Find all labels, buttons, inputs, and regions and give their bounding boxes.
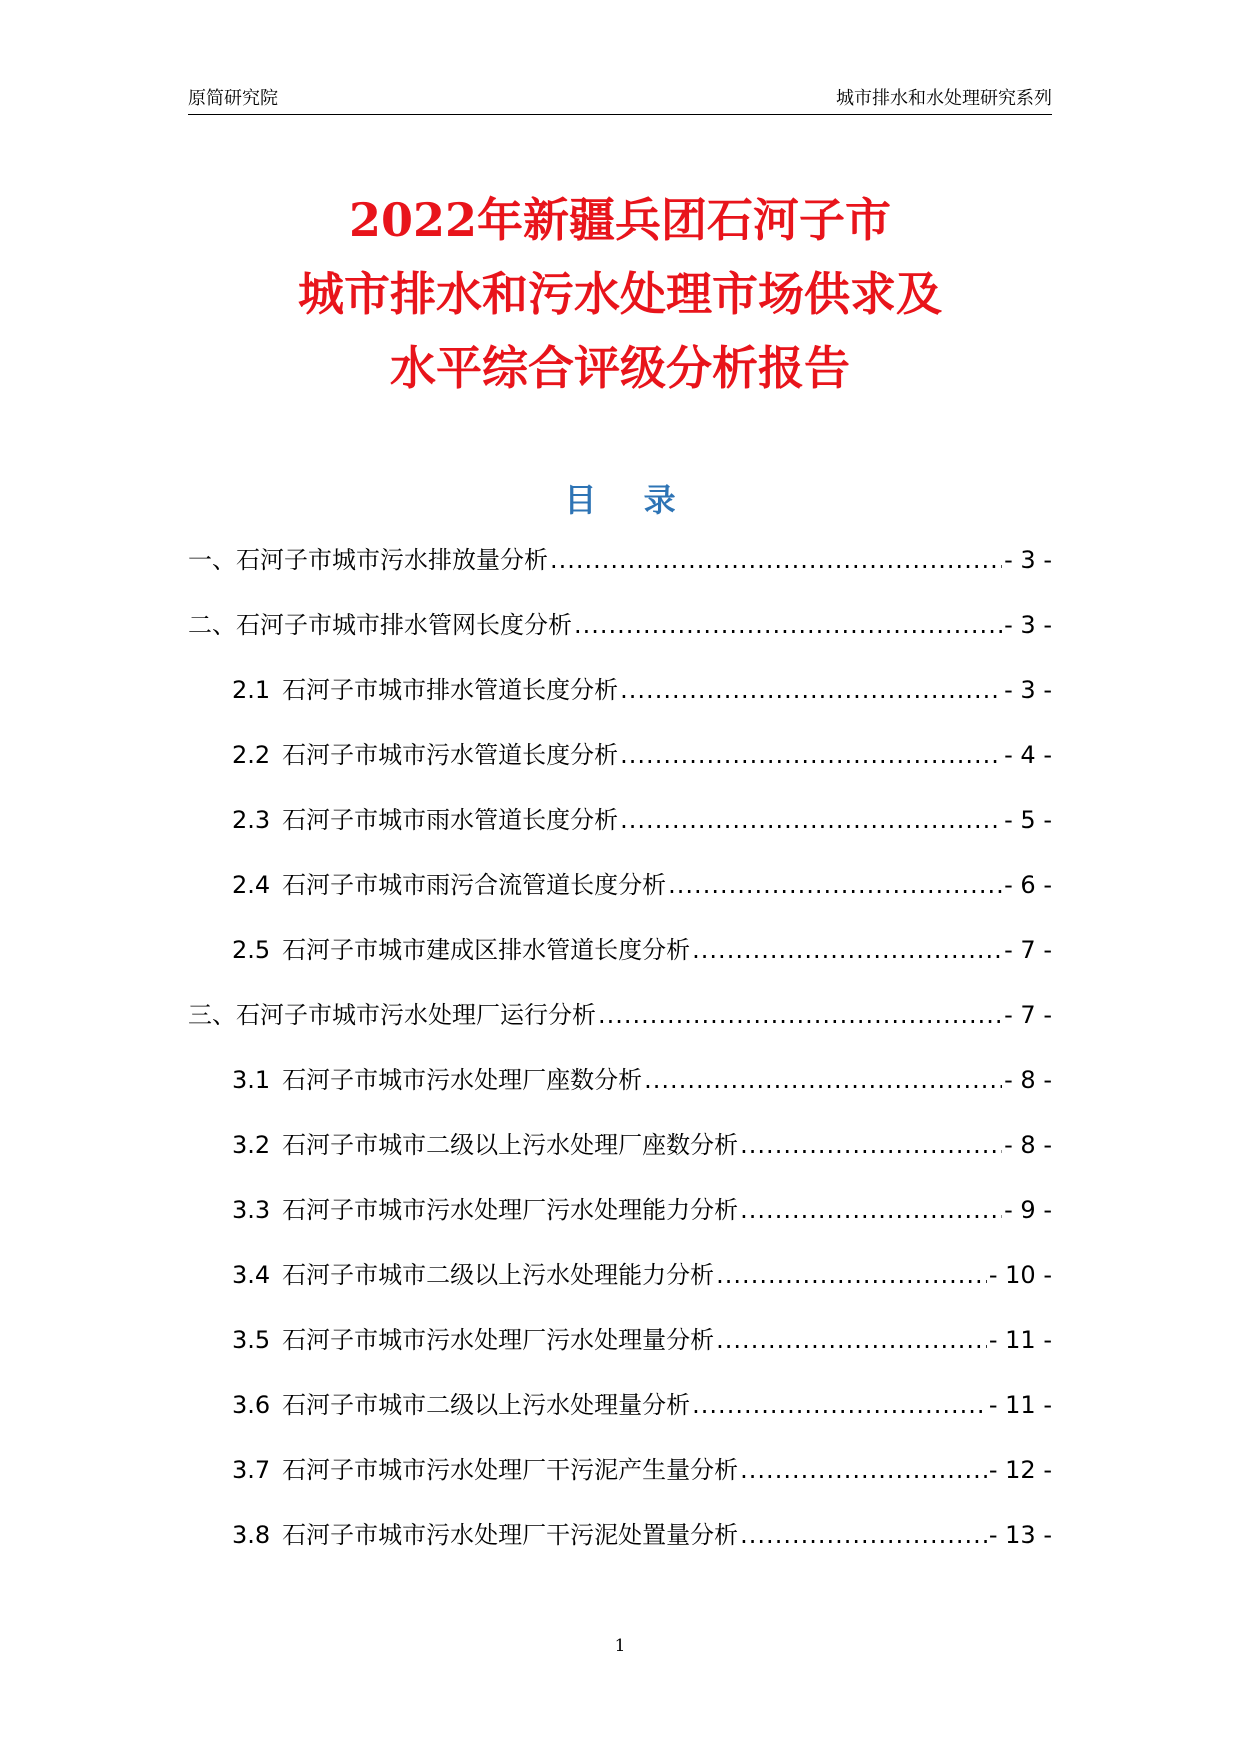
header-right-text: 城市排水和水处理研究系列 [836,88,1052,109]
toc-entry[interactable] [188,1060,1052,1125]
toc-entry-title: 石河子市城市雨污合流管道长度分析 [282,871,667,899]
toc-entry[interactable] [188,1255,1052,1320]
toc-entry-number: 2.5 [232,936,271,964]
toc-entry-number: 3.7 [232,1456,271,1484]
toc-dot-leader [574,611,1002,639]
toc-entry[interactable] [188,605,1052,670]
page-number: 1 [614,1636,626,1656]
toc-entry-number: 3.6 [232,1391,271,1419]
toc-entry-title: 石河子市城市污水处理厂干污泥产生量分析 [282,1456,739,1484]
toc-entry[interactable] [188,995,1052,1060]
toc-entry-title: 石河子市城市污水处理厂干污泥处置量分析 [282,1521,739,1549]
toc-entry-page: - 7 - [1004,936,1052,964]
toc-dot-leader [740,1456,987,1484]
toc-entry-title: 石河子市城市二级以上污水处理厂座数分析 [282,1131,739,1159]
toc-entry[interactable] [188,1515,1052,1580]
toc-entry-number: 2.4 [232,871,271,899]
toc-dot-leader [620,741,1002,769]
toc-entry[interactable] [188,1385,1052,1450]
toc-entry[interactable] [188,735,1052,800]
toc-entry-title: 石河子市城市排水管道长度分析 [282,676,619,704]
toc-entry-number: 3.3 [232,1196,271,1224]
toc-entry-page: - 11 - [988,1391,1052,1419]
toc-entry-title: 石河子市城市污水管道长度分析 [282,741,619,769]
toc-dot-leader [620,676,1002,704]
toc-entry-title: 石河子市城市污水处理厂污水处理能力分析 [282,1196,739,1224]
toc-dot-leader [740,1196,1002,1224]
toc-entry-number: 3.5 [232,1326,271,1354]
toc-entry-number: 3.8 [232,1521,271,1549]
toc-dot-leader [550,546,1002,574]
toc-entry-number: 3.4 [232,1261,271,1289]
toc-entry-title: 一、石河子市城市污水排放量分析 [188,546,548,574]
toc-dot-leader [644,1066,1002,1094]
toc-entry[interactable] [188,800,1052,865]
toc-entry-page: - 9 - [1004,1196,1052,1224]
toc-entry-title: 石河子市城市二级以上污水处理量分析 [282,1391,691,1419]
toc-entry-title: 石河子市城市建成区排水管道长度分析 [282,936,691,964]
toc-entry-page: - 11 - [988,1326,1052,1354]
toc-entry[interactable] [188,1320,1052,1385]
toc-dot-leader [740,1521,987,1549]
toc-entry-page: - 8 - [1004,1066,1052,1094]
toc-heading: 目 录 [564,481,694,519]
toc-dot-leader [692,1391,987,1419]
title-line-1: 2022年新疆兵团石河子市 [348,193,892,247]
toc-entry-page: - 10 - [988,1261,1052,1289]
toc-entry-page: - 3 - [1004,611,1052,639]
toc-entry-page: - 8 - [1004,1131,1052,1159]
toc-entry-title: 石河子市城市污水处理厂座数分析 [282,1066,643,1094]
toc-entry-page: - 5 - [1004,806,1052,834]
toc-entry-page: - 12 - [988,1456,1052,1484]
toc-entry-page: - 3 - [1004,546,1052,574]
title-line-3: 水平综合评级分析报告 [390,341,850,395]
toc-entry-page: - 13 - [988,1521,1052,1549]
document-title [0,183,1240,405]
toc-entry-page: - 6 - [1004,871,1052,899]
toc-entry-title: 二、石河子市城市排水管网长度分析 [188,611,572,639]
toc-entry[interactable] [188,865,1052,930]
toc-entry-number: 2.1 [232,676,271,704]
toc-entry[interactable] [188,540,1052,605]
page-header [188,86,1052,115]
toc-dot-leader [692,936,1002,964]
header-left-text: 原简研究院 [188,88,278,109]
toc-entry-title: 三、石河子市城市污水处理厂运行分析 [188,1001,596,1029]
toc-dot-leader [716,1326,987,1354]
toc-dot-leader [740,1131,1002,1159]
title-line-2: 城市排水和污水处理市场供求及 [298,267,942,321]
toc-dot-leader [598,1001,1002,1029]
toc-entry-page: - 3 - [1004,676,1052,704]
toc-entry-page: - 7 - [1004,1001,1052,1029]
toc-entry[interactable] [188,670,1052,735]
table-of-contents [188,540,1052,1580]
toc-dot-leader [668,871,1002,899]
toc-entry-number: 3.2 [232,1131,271,1159]
toc-entry-title: 石河子市城市污水处理厂污水处理量分析 [282,1326,715,1354]
toc-dot-leader [716,1261,987,1289]
toc-entry[interactable] [188,1450,1052,1515]
toc-entry-title: 石河子市城市雨水管道长度分析 [282,806,619,834]
toc-entry-page: - 4 - [1004,741,1052,769]
toc-dot-leader [620,806,1002,834]
toc-entry-title: 石河子市城市二级以上污水处理能力分析 [282,1261,715,1289]
toc-entry[interactable] [188,930,1052,995]
toc-entry[interactable] [188,1125,1052,1190]
toc-entry[interactable] [188,1190,1052,1255]
toc-entry-number: 2.2 [232,741,271,769]
toc-entry-number: 3.1 [232,1066,271,1094]
toc-entry-number: 2.3 [232,806,271,834]
